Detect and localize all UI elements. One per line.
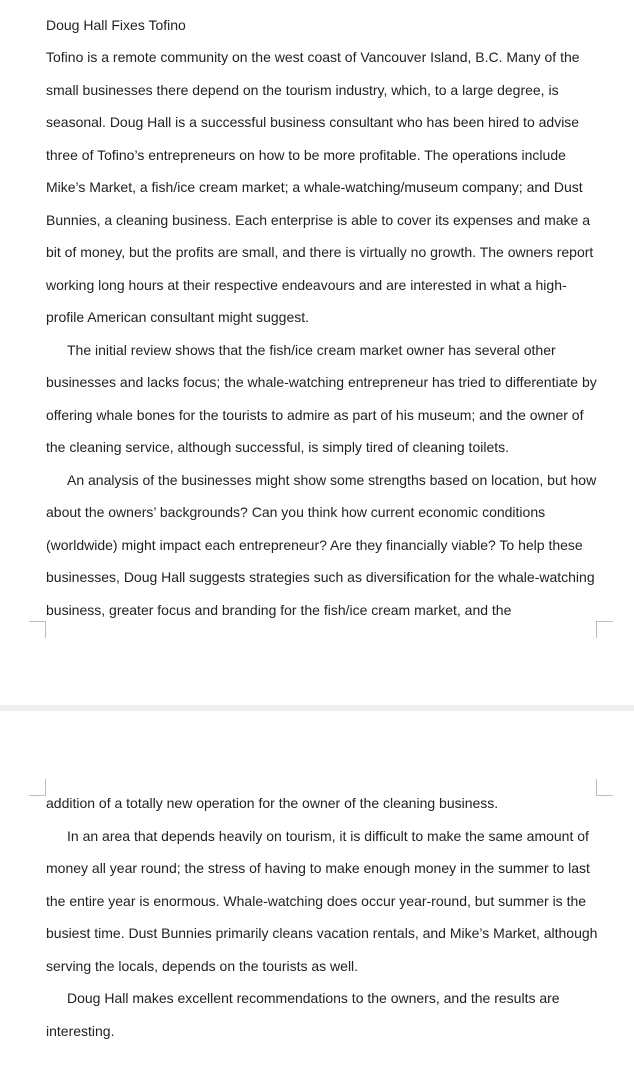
- crop-mark-bottom-right: [596, 621, 613, 638]
- paragraph: An analysis of the businesses might show some strengths based on location, but how about the owners’ backgrounds? Can you think how current economic conditions (worldwide) might impact each entrepreneur? Are they financially viable? To help these businesses, Doug Hall suggests strategies such as diversification for the whale-watching business, greater focus and branding for the fish/ice cream market, and the: [46, 471, 597, 618]
- crop-mark-bottom-left: [29, 621, 46, 638]
- document-heading: Doug Hall Fixes Tofino: [46, 17, 186, 33]
- paragraph: Tofino is a remote community on the west coast of Vancouver Island, B.C. Many of the small businesses there depend on the tourism industry, which, to a large degree, is seasonal. Doug Hall is a successful business consultant who has been hired to advise three of Tofino’s entrepreneurs on how to be more profitable. The operations include Mike’s Market, a fish/ice cream market; a whale-watching/museum company; and Dust Bunnies, a cleaning business. Each enterprise is able to cover its expenses and make a bit of money, but the profits are small, and there is virtually no growth. The owners report working long hours at their respective endeavours and are interested in what a high-profile American consultant might suggest.: [46, 49, 594, 325]
- paragraph: The initial review shows that the fish/ice cream market owner has several other businesses and lacks focus; the whale-watching entrepreneur has tried to differentiate by offering whale bones for the tourists to admire as part of his museum; and the owner of the cleaning service, although successful, is simply tired of cleaning toilets.: [46, 341, 597, 455]
- paragraph: addition of a totally new operation for the owner of the cleaning business.: [46, 795, 499, 811]
- crop-mark-top-right: [596, 779, 613, 796]
- paragraph: In an area that depends heavily on tourism, it is difficult to make the same amount of money all year round; the stress of having to make enough money in the summer to last the entire year is enormous. Whale-watching does occur year-round, but summer is the busiest time. Dust Bunnies primarily cleans vacation rentals, and Mike’s Market, although serving the locals, depends on the tourists as well.: [46, 827, 598, 974]
- paragraph: Doug Hall makes excellent recommendations to the owners, and the results are interesting.: [46, 990, 560, 1039]
- page-2-body: [46, 787, 598, 1047]
- crop-mark-top-left: [29, 779, 46, 796]
- page-1-body: [46, 41, 598, 626]
